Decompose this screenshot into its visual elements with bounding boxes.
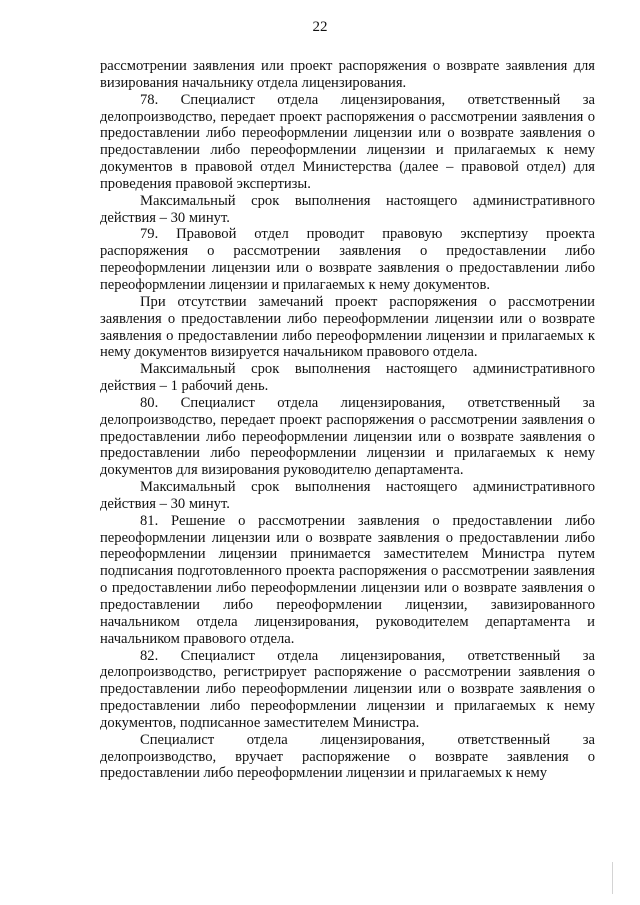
paragraph-78: 78. Специалист отдела лицензирования, ответственный за делопроизводство, передает проект распоряжения о рассмотрении заявления о предоставлении либо переоформлении лицензии или о возврате заявления о предоставлении либо переоформлении лицензии и прилагаемых к нему документов в правовой отдел Министерства (далее – правовой отдел) для проведения правовой экспертизы. (100, 91, 595, 192)
paragraph-80: 80. Специалист отдела лицензирования, ответственный за делопроизводство, передает проект распоряжения о рассмотрении заявления о предоставлении либо переоформлении лицензии или о возврате заявления о предоставлении либо переоформлении лицензии и прилагаемых к нему документов для визирования руководителю департамента. (100, 394, 595, 479)
paragraph-continuation: рассмотрении заявления или проект распоряжения о возврате заявления для визирования начальнику отдела лицензирования. (100, 58, 595, 91)
document-body (100, 58, 595, 782)
paragraph-79: 79. Правовой отдел проводит правовую экспертизу проекта распоряжения о рассмотрении заявления о предоставлении либо переоформлении лицензии или о возврате заявления о предоставлении либо переоформлении лицензии и прилагаемых к нему документов. (100, 226, 595, 293)
paragraph-79-approval: При отсутствии замечаний проект распоряжения о рассмотрении заявления о предоставлении либо переоформлении лицензии или о возврате заявления о предоставлении либо переоформлении лицензии и прилагаемых к нему документов визируется начальником правового отдела. (100, 293, 595, 361)
paragraph-81: 81. Решение о рассмотрении заявления о предоставлении либо переоформлении лицензии или о возврате заявления о предоставлении либо переоформлении лицензии принимается заместителем Министра путем подписания подготовленного проекта распоряжения о рассмотрении заявления о предоставлении либо переоформлении лицензии или о возврате заявления о предоставлении либо переоформлении лицензии, завизированного начальником отдела лицензирования, руководителем департамента и начальником правового отдела. (100, 512, 595, 647)
paragraph-80-time-limit: Максимальный срок выполнения настоящего административного действия – 30 минут. (100, 479, 595, 512)
scan-edge-line (612, 862, 613, 894)
paragraph-79-time-limit: Максимальный срок выполнения настоящего административного действия – 1 рабочий день. (100, 361, 595, 395)
paragraph-78-time-limit: Максимальный срок выполнения настоящего административного действия – 30 минут. (100, 192, 595, 226)
page-number: 22 (312, 19, 328, 35)
paragraph-82: 82. Специалист отдела лицензирования, ответственный за делопроизводство, регистрирует распоряжение о рассмотрении заявления о предоставлении либо переоформлении лицензии или о возврате заявления о предоставлении либо переоформлении лицензии и прилагаемых к нему документов, подписанное заместителем Министра. (100, 647, 595, 731)
paragraph-82-delivery: Специалист отдела лицензирования, ответственный за делопроизводство, вручает распоряжение о возврате заявления о предоставлении либо переоформлении лицензии и прилагаемых к нему (100, 731, 595, 782)
